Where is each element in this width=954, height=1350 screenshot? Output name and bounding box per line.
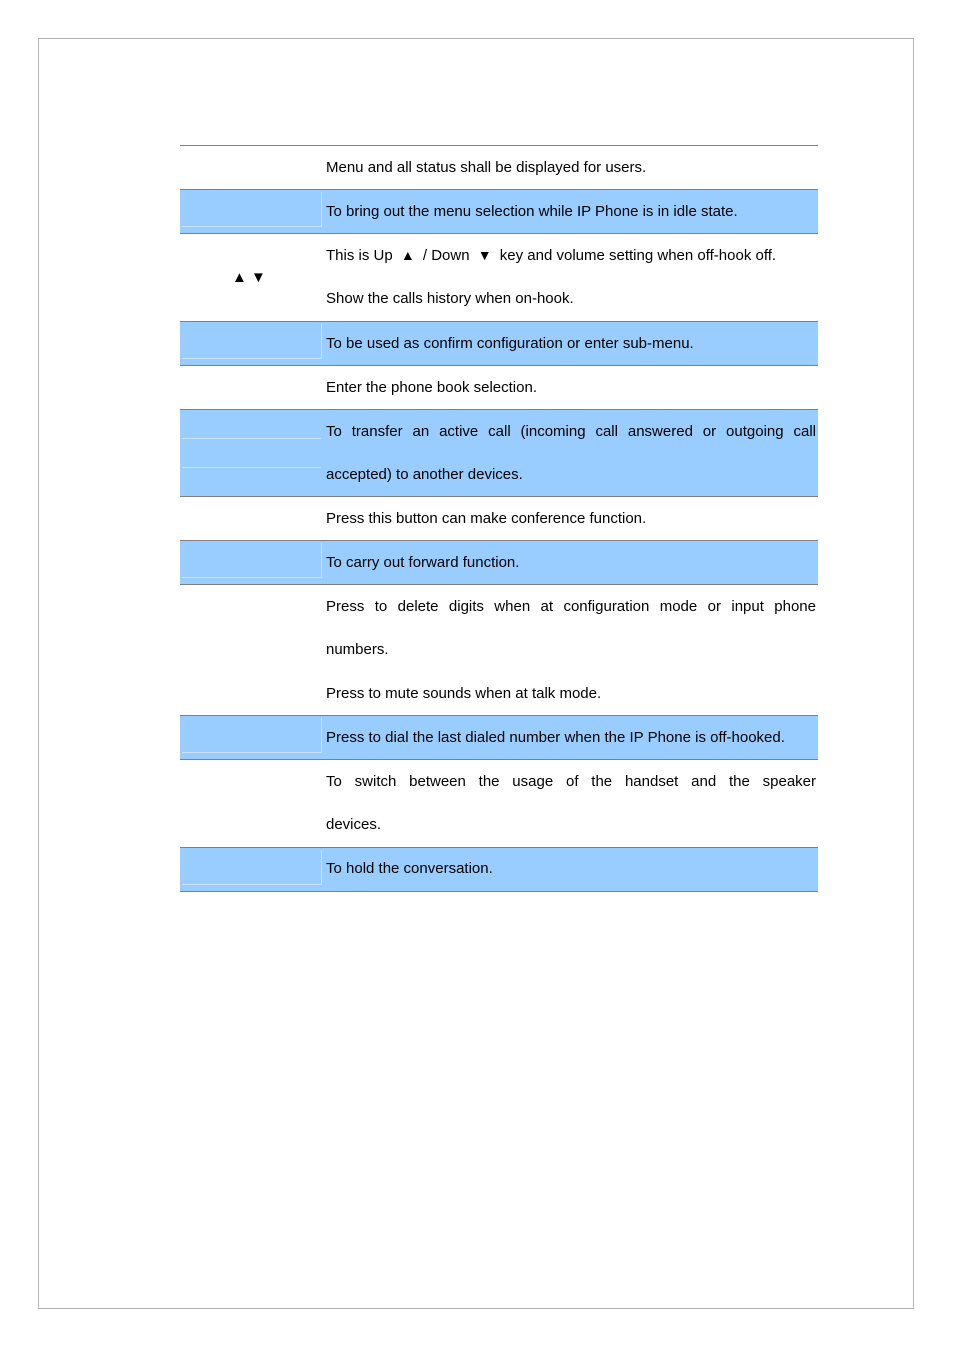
key-cell	[182, 850, 322, 885]
description-line: To be used as confirm configuration or enter sub-menu.	[326, 335, 694, 352]
key-cell	[182, 324, 322, 359]
key-function-table	[180, 145, 818, 892]
description-line: numbers.	[326, 641, 389, 658]
table-row	[180, 234, 818, 322]
table-row	[180, 716, 818, 760]
description-line: To transfer an active call (incoming call answered or outgoing call	[326, 423, 816, 440]
table-row	[180, 190, 818, 234]
description-line: Menu and all status shall be displayed for users.	[326, 159, 647, 176]
table-row	[180, 848, 818, 892]
updown-middle: / Down	[422, 247, 470, 264]
down-arrow-icon: ▼	[477, 247, 492, 263]
description-line: accepted) to another devices.	[326, 466, 523, 483]
description-line	[326, 246, 816, 265]
updown-suffix: key and volume setting when off-hook off.	[499, 247, 777, 264]
up-arrow-icon: ▲	[400, 247, 415, 263]
key-cell	[182, 192, 322, 227]
description-line: Press this button can make conference function.	[326, 510, 647, 527]
description-line: Press to mute sounds when at talk mode.	[326, 685, 602, 702]
description-line: Enter the phone book selection.	[326, 379, 537, 396]
description-line: To switch between the usage of the handset and the speaker	[326, 773, 816, 790]
up-down-arrow-icons: ▲ ▼	[232, 269, 266, 286]
table-row	[180, 410, 818, 497]
key-cell	[182, 718, 322, 753]
table-row	[180, 497, 818, 541]
table-row	[180, 760, 818, 848]
table-row	[180, 541, 818, 585]
table-row	[180, 366, 818, 410]
description-line: Show the calls history when on-hook.	[326, 290, 574, 307]
key-cell	[182, 438, 321, 468]
description-line: Press to delete digits when at configuration mode or input phone	[326, 598, 816, 615]
description-line: Press to dial the last dialed number when the IP Phone is off-hooked.	[326, 729, 785, 746]
description-line: To hold the conversation.	[326, 860, 493, 877]
description-line: To carry out forward function.	[326, 554, 520, 571]
table-row	[180, 585, 818, 716]
table-row	[180, 322, 818, 366]
description-line: To bring out the menu selection while IP Phone is in idle state.	[326, 203, 738, 220]
table-row	[180, 146, 818, 190]
key-cell	[182, 543, 322, 578]
description-line: devices.	[326, 816, 382, 833]
updown-prefix: This is Up	[326, 247, 393, 264]
